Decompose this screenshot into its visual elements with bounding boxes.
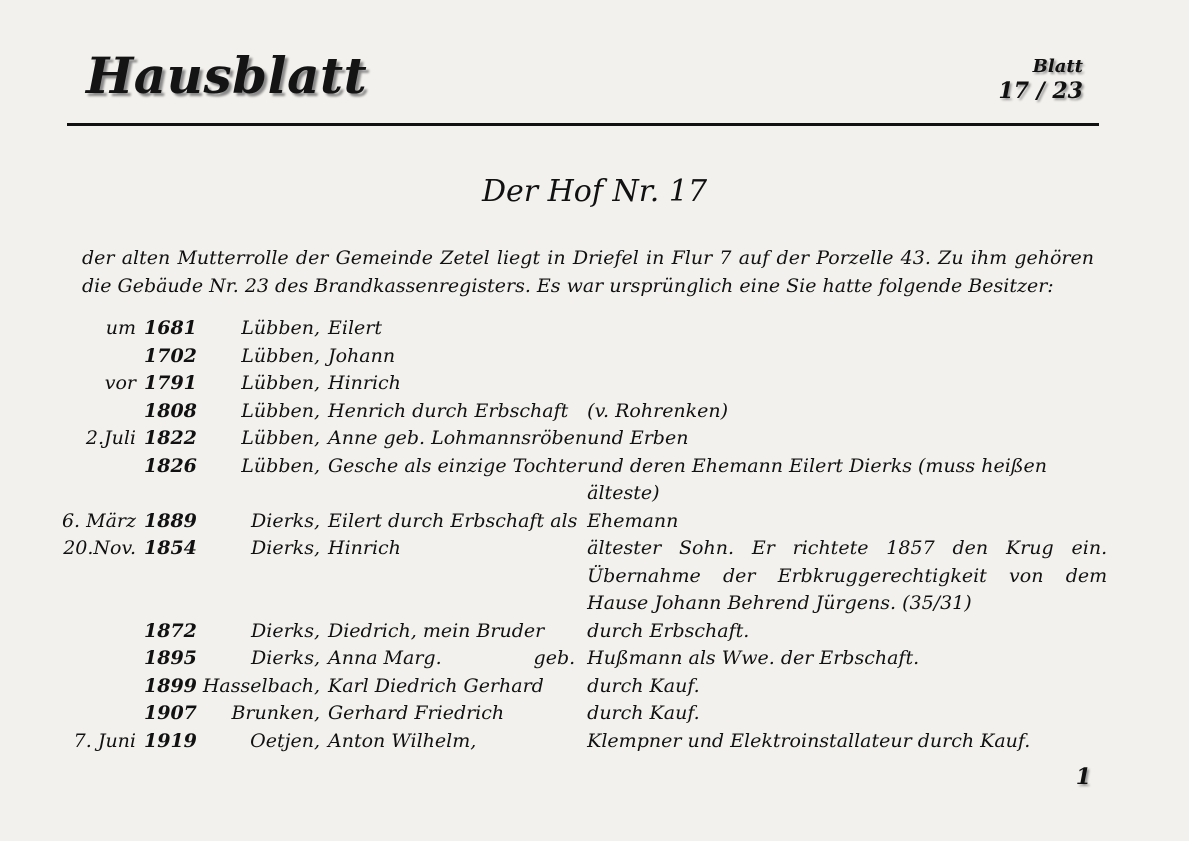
owner-year: 1808 bbox=[144, 399, 197, 422]
owner-row bbox=[40, 370, 1107, 398]
owner-note: Klempner und Elektroinstallateur durch Kauf. bbox=[587, 729, 1031, 752]
owner-name: Gerhard Friedrich bbox=[328, 702, 505, 724]
owner-row bbox=[40, 343, 1107, 371]
owner-date: vor bbox=[104, 372, 136, 394]
owner-date: 2.Juli bbox=[85, 427, 136, 449]
owner-row bbox=[40, 618, 1107, 646]
owner-family: Lübben, bbox=[241, 344, 320, 367]
owner-family: Lübben, bbox=[241, 372, 320, 394]
owner-year: 1899 bbox=[144, 674, 197, 697]
owner-family: Oetjen, bbox=[250, 729, 320, 752]
owner-row bbox=[40, 728, 1107, 756]
owner-row bbox=[40, 315, 1107, 343]
owner-year: 1854 bbox=[144, 537, 197, 559]
sheet-label: Blatt bbox=[1032, 56, 1083, 77]
owner-note bbox=[587, 315, 1107, 343]
owner-name: Anne geb. Lohmannsröben bbox=[328, 427, 588, 449]
owner-note: ältester Sohn. Er richtete 1857 den Krug ein. Übernahme der Erbkruggerechtigkeit von dem Hause Johann Behrend Jürgens. (35/31) bbox=[587, 537, 1108, 614]
sheet-number: 17 / 23 bbox=[998, 78, 1083, 104]
owner-row bbox=[40, 645, 1107, 673]
owner-name: Anton Wilhelm, bbox=[328, 729, 477, 752]
owner-family: Lübben, bbox=[241, 317, 320, 339]
owner-date bbox=[40, 673, 144, 701]
owner-year: 1681 bbox=[144, 317, 197, 339]
owner-note bbox=[587, 343, 1107, 371]
owner-family: Lübben, bbox=[241, 454, 320, 477]
owner-row bbox=[40, 700, 1107, 728]
owner-family: Dierks, bbox=[251, 537, 320, 559]
owner-family: Lübben, bbox=[241, 399, 320, 422]
owner-date bbox=[40, 343, 144, 371]
owner-year: 1791 bbox=[144, 372, 197, 394]
owner-date: um bbox=[105, 317, 136, 339]
owner-family: Dierks, bbox=[251, 619, 320, 642]
owner-date: 6. März bbox=[61, 509, 136, 532]
owner-name bbox=[328, 645, 587, 673]
owner-date bbox=[40, 398, 144, 426]
owner-family: Dierks, bbox=[251, 647, 320, 669]
owner-family: Dierks, bbox=[251, 509, 320, 532]
owner-year: 1826 bbox=[144, 454, 197, 477]
owner-note: Hußmann als Wwe. der Erbschaft. bbox=[587, 647, 920, 669]
owner-year: 1889 bbox=[144, 509, 197, 532]
owners-table bbox=[40, 315, 1107, 755]
owner-note: durch Kauf. bbox=[587, 674, 700, 697]
owner-name: Eilert bbox=[328, 317, 382, 339]
section-title: Der Hof Nr. 17 bbox=[481, 174, 708, 209]
owner-note bbox=[587, 370, 1107, 398]
owner-year: 1895 bbox=[144, 647, 197, 669]
owner-row bbox=[40, 535, 1107, 618]
owner-date: 7. Juni bbox=[73, 729, 136, 752]
owner-row bbox=[40, 673, 1107, 701]
owner-name: Karl Diedrich Gerhard bbox=[328, 674, 544, 697]
owner-name: Henrich durch Erbschaft bbox=[328, 399, 569, 422]
owner-name: Eilert durch Erbschaft als bbox=[328, 509, 578, 532]
owner-date bbox=[40, 618, 144, 646]
header-divider bbox=[67, 123, 1099, 126]
owner-date bbox=[40, 453, 144, 508]
intro-paragraph: der alten Mutterrolle der Gemeinde Zetel liegt in Driefel in Flur 7 auf der Porzelle 43. Zu ihm gehören die Gebäude Nr. 23 des Brandkassenregisters. Es war ursprünglich eine Sie hatte folgende Besitzer: bbox=[82, 247, 1094, 297]
owner-date: 20.Nov. bbox=[63, 537, 136, 559]
owner-year: 1702 bbox=[144, 344, 197, 367]
owner-note: (v. Rohrenken) bbox=[587, 399, 729, 422]
page-number: 1 bbox=[1075, 764, 1091, 790]
owner-date bbox=[40, 700, 144, 728]
owner-row bbox=[40, 453, 1107, 508]
owner-note: und Erben bbox=[587, 427, 689, 449]
owner-name-suffix: geb. bbox=[533, 647, 576, 669]
owner-row bbox=[40, 425, 1107, 453]
owner-note: Ehemann bbox=[587, 509, 679, 532]
sheet-number-box bbox=[998, 56, 1083, 104]
owner-name: Gesche als einzige Tochter bbox=[328, 454, 587, 477]
owner-note: und deren Ehemann Eilert Dierks (muss heißen älteste) bbox=[587, 454, 1047, 504]
owner-note: durch Kauf. bbox=[587, 702, 700, 724]
owner-year: 1919 bbox=[144, 729, 197, 752]
owner-year: 1872 bbox=[144, 619, 197, 642]
owner-family: Hasselbach, bbox=[202, 674, 320, 697]
owner-row bbox=[40, 508, 1107, 536]
owner-row bbox=[40, 398, 1107, 426]
owner-name: Diedrich, mein Bruder bbox=[328, 619, 545, 642]
owner-name: Hinrich bbox=[328, 537, 401, 559]
owner-name-text: Anna Marg. bbox=[328, 647, 442, 669]
owner-family: Lübben, bbox=[241, 427, 320, 449]
owner-family: Brunken, bbox=[231, 702, 320, 724]
owner-name: Hinrich bbox=[328, 372, 401, 394]
owner-year: 1907 bbox=[144, 702, 197, 724]
owner-date bbox=[40, 645, 144, 673]
owner-note: durch Erbschaft. bbox=[587, 619, 750, 642]
owner-name: Johann bbox=[328, 344, 396, 367]
owner-year: 1822 bbox=[144, 427, 197, 449]
page-title: Hausblatt bbox=[86, 46, 368, 105]
